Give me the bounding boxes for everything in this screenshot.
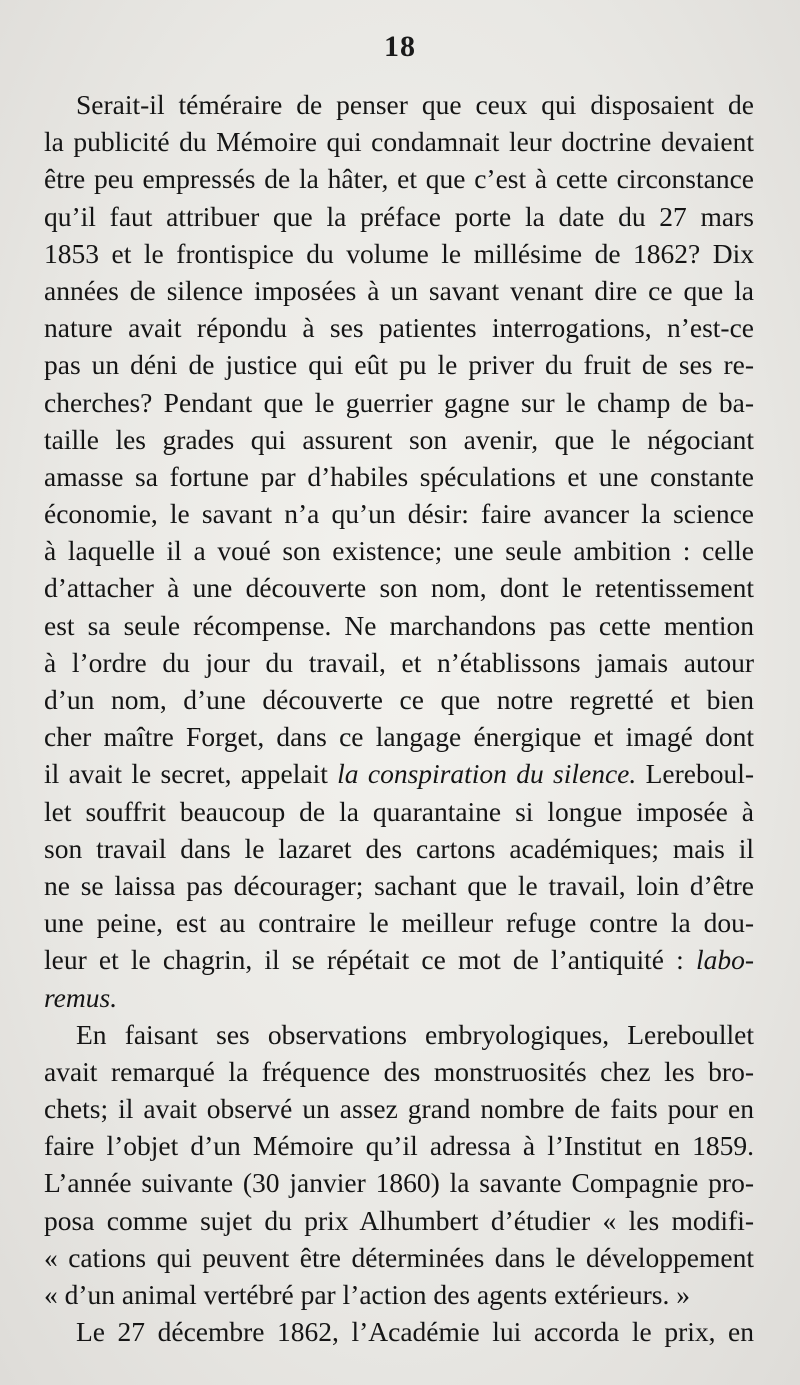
line-segment: il avait le secret, appelait xyxy=(44,758,338,790)
text-line: qu’il faut attribuer que la préface porte la date du 27 mars xyxy=(44,200,754,232)
text-line: la publicité du Mémoire qui condamnait leur doctrine devaient xyxy=(44,126,754,158)
text-line: taille les grades qui assurent son avenir, que le négociant xyxy=(44,423,754,455)
text-line: d’un nom, d’une découverte ce que notre regretté et bien xyxy=(44,684,754,715)
page-text xyxy=(44,86,754,1350)
paragraph-2 xyxy=(44,1016,754,1314)
text-line: 1853 et le frontispice du volume le millésime de 1862? Dix xyxy=(44,237,754,269)
text-line: « d’un animal vertébré par l’action des agents extérieurs. » xyxy=(44,1279,690,1310)
line-segment: leur et le chagrin, il se répétait ce mot de l’antiquité : xyxy=(44,944,696,976)
text-line: faire l’objet d’un Mémoire qu’il adressa à l’Institut en 1859. xyxy=(44,1130,754,1162)
text-line: « cations qui peuvent être déterminées dans le développement xyxy=(44,1241,754,1273)
text-line: L’année suivante (30 janvier 1860) la savante Compagnie pro- xyxy=(44,1167,754,1199)
text-line: une peine, est au contraire le meilleur refuge contre la dou- xyxy=(44,907,754,939)
text-line: économie, le savant n’a qu’un désir: faire avancer la science xyxy=(44,498,754,530)
text-line: chets; il avait observé un assez grand nombre de faits pour en xyxy=(44,1093,754,1125)
italic-phrase: labo- xyxy=(695,944,754,976)
text-line xyxy=(44,979,754,1016)
text-line: ne se laissa pas décourager; sachant que le travail, loin d’être xyxy=(44,869,754,901)
text-line-with-italic xyxy=(44,941,754,978)
text-line: posa comme sujet du prix Alhumbert d’étudier « les modifi- xyxy=(44,1204,754,1236)
text-line: Serait-il téméraire de penser que ceux qui disposaient de xyxy=(76,89,754,120)
text-line: avait remarqué la fréquence des monstruosités chez les bro- xyxy=(44,1055,754,1087)
text-line: années de silence imposées à un savant venant dire ce que la xyxy=(44,274,754,306)
italic-phrase: remus. xyxy=(44,981,118,1013)
text-line: amasse sa fortune par d’habiles spéculations et une constante xyxy=(44,460,754,492)
text-line: cherches? Pendant que le guerrier gagne sur le champ de ba- xyxy=(44,386,754,418)
text-line: En faisant ses observations embryologiques, Lereboullet xyxy=(76,1018,754,1050)
page-number: 18 xyxy=(384,30,416,63)
text-line: d’attacher à une découverte son nom, dont le retentissement xyxy=(44,572,754,604)
text-line: est sa seule récompense. Ne marchandons pas cette mention xyxy=(44,609,754,641)
text-line: Le 27 décembre 1862, l’Académie lui accorda le prix, en xyxy=(76,1316,754,1348)
text-line: pas un déni de justice qui eût pu le priver du fruit de ses re- xyxy=(44,349,754,381)
text-line: son travail dans le lazaret des cartons académiques; mais il xyxy=(44,832,754,864)
text-line: à laquelle il a voué son existence; une seule ambition : celle xyxy=(44,535,754,567)
text-line: à l’ordre du jour du travail, et n’établissons jamais autour xyxy=(44,646,754,678)
text-line-with-italic xyxy=(44,755,754,792)
text-line: let souffrit beaucoup de la quarantaine si longue imposée à xyxy=(44,795,754,827)
line-segment: Lereboul- xyxy=(636,758,754,790)
italic-phrase: la conspiration du silence. xyxy=(337,758,637,790)
text-line: cher maître Forget, dans ce langage énergique et imagé dont xyxy=(44,721,754,753)
paragraph-3 xyxy=(44,1313,754,1350)
text-line: être peu empressés de la hâter, et que c’est à cette circonstance xyxy=(44,163,754,195)
paragraph-1 xyxy=(44,86,754,1016)
text-line: nature avait répondu à ses patientes interrogations, n’est-ce xyxy=(44,312,754,344)
